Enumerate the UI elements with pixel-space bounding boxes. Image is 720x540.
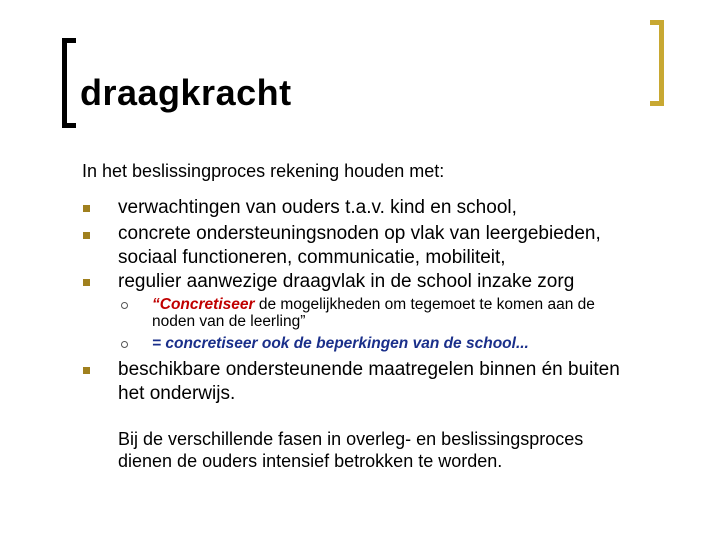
title-bracket-left — [62, 38, 76, 128]
subbullet-circle-icon — [121, 302, 128, 309]
closing-line: dienen de ouders intensief betrokken te worden. — [118, 451, 503, 471]
subbullet-circle-icon — [121, 341, 128, 348]
bullet-square-icon — [83, 367, 90, 374]
intro-text: In het beslissingproces rekening houden met: — [82, 161, 445, 181]
subbullet-item — [152, 296, 595, 330]
subbullet-text: de mogelijkheden om tegemoet te komen aan de — [254, 296, 595, 313]
bullet-item — [118, 222, 601, 270]
subbullet-emphasis: “Concretiseer — [152, 296, 255, 313]
slide-title: draagkracht — [80, 72, 292, 113]
closing-paragraph — [118, 428, 583, 472]
bullet-line: concrete ondersteuningsnoden op vlak van leergebieden, — [118, 223, 601, 244]
bullet-item — [118, 358, 620, 406]
subbullet-text: noden van de leerling” — [152, 313, 306, 330]
bullet-line: sociaal functioneren, communicatie, mobiliteit, — [118, 247, 506, 268]
title-bracket-right — [650, 20, 664, 106]
closing-line: Bij de verschillende fasen in overleg- en beslissingsproces — [118, 429, 584, 449]
bullet-square-icon — [83, 205, 90, 212]
bullet-line: het onderwijs. — [118, 383, 236, 404]
bullet-line: regulier aanwezige draagvlak in de school inzake zorg — [118, 271, 575, 292]
bullet-item — [118, 270, 574, 294]
bullet-square-icon — [83, 279, 90, 286]
bullet-square-icon — [83, 232, 90, 239]
bullet-item — [118, 196, 517, 220]
subbullet-emphasis: = concretiseer ook de beperkingen van de school... — [152, 335, 529, 352]
subbullet-item — [152, 335, 529, 352]
bullet-line: beschikbare ondersteunende maatregelen binnen én buiten — [118, 359, 620, 380]
bullet-line: verwachtingen van ouders t.a.v. kind en school, — [118, 197, 517, 218]
